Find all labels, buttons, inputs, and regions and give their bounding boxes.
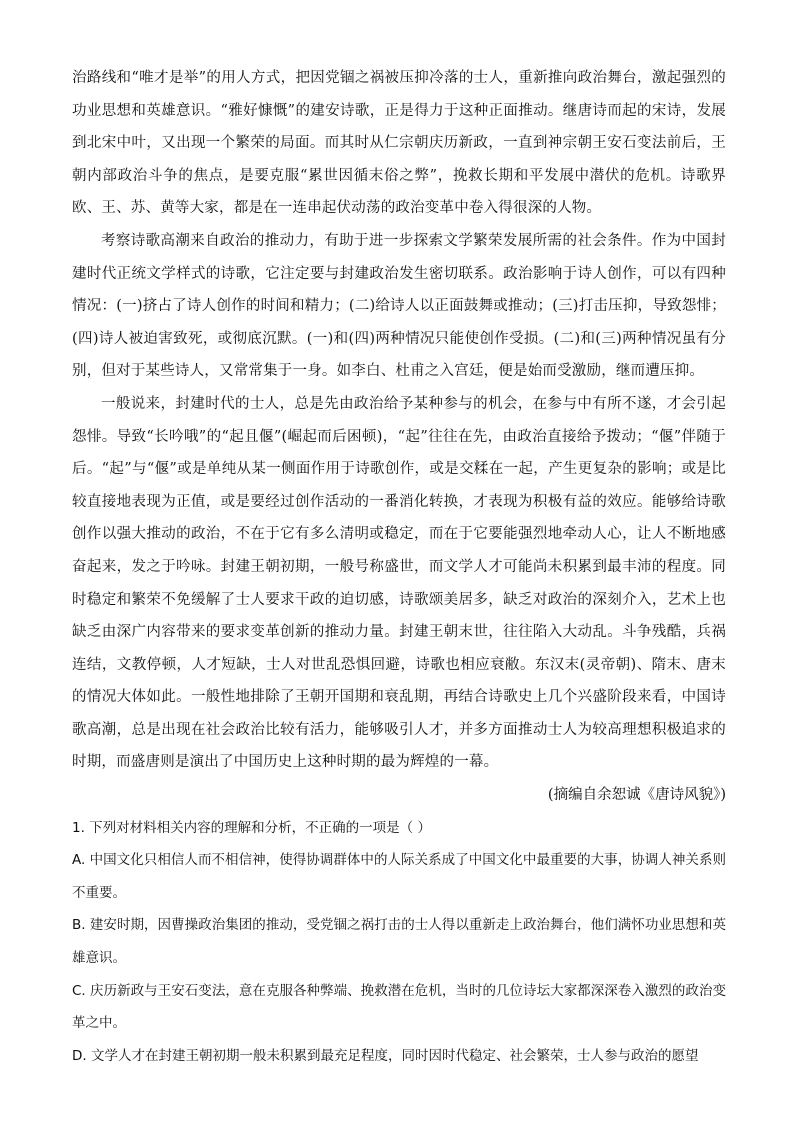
option-a: A. 中国文化只相信人而不相信神，使得协调群体中的人际关系成了中国文化中最重要的大事，协调人神关系则不重要。 bbox=[72, 852, 726, 901]
option-b: B. 建安时期，因曹操政治集团的推动，受党锢之祸打击的士人得以重新走上政治舞台，他们满怀功业思想和英雄意识。 bbox=[72, 917, 726, 967]
option-c: C. 庆历新政与王安石变法，意在克服各种弊端、挽救潜在危机，当时的几位诗坛大家都深深卷入激烈的政治变革之中。 bbox=[72, 982, 726, 1032]
passage-source: (摘编自余恕诚《唐诗风貌》) bbox=[547, 787, 726, 804]
question-stem: 1. 下列对材料相关内容的理解和分析，不正确的一项是（ ） bbox=[72, 819, 431, 836]
passage-paragraph: 治路线和“唯才是举”的用人方式，把因党锢之祸被压抑冷落的士人，重新推向政治舞台，激起强烈的功业思想和英雄意识。“雅好慷慨”的建安诗歌，正是得力于这种正面推动。继唐诗而起的宋诗，发展到北宋中叶，又出现一个繁荣的局面。而其时从仁宗朝庆历新政，一直到神宗朝王安石变法前后，王朝内部政治斗争的焦点，是要克服“累世因循末俗之弊”，挽救长期和平发展中潜伏的危机。诗歌界欧、王、苏、黄等大家，都是在一连串起伏动荡的政治变革中卷入得很深的人物。 bbox=[72, 70, 726, 217]
option-d: D. 文学人才在封建王朝初期一般未积累到最充足程度，同时因时代稳定、社会繁荣，士人参与政治的愿望 bbox=[72, 1047, 699, 1064]
exam-page bbox=[72, 62, 726, 1072]
passage-paragraph: 一般说来，封建时代的士人，总是先由政治给予某种参与的机会，在参与中有所不遂，才会引起怨悱。导致“长吟哦”的“起且偃”(崛起而后困顿)，“起”往往在先，由政治直接给予拨动；“偃”伴随于后。“起”与“偃”或是单纯从某一侧面作用于诗歌创作，或是交糅在一起，产生更复杂的影响；或是比较直接地表现为正值，或是要经过创作活动的一番消化转换，才表现为积极有益的效应。能够给诗歌创作以强大推动的政治，不在于它有多么清明或稳定，而在于它要能强烈地牵动人心，让人不断地感奋起来，发之于吟咏。封建王朝初期，一般号称盛世，而文学人才可能尚未积累到最丰沛的程度。同时稳定和繁荣不免缓解了士人要求干政的迫切感，诗歌颂美居多，缺乏对政治的深刻介入，艺术上也缺乏由深广内容带来的要求变革创新的推动力量。封建王朝末世，往往陷入大动乱。斗争残酷，兵祸连结，文教停顿，人才短缺，士人对世乱恐惧回避，诗歌也相应衰敝。东汉末(灵帝朝)、隋末、唐末的情况大体如此。一般性地排除了王朝开国期和衰乱期，再结合诗歌史上几个兴盛阶段来看，中国诗歌高潮，总是出现在社会政治比较有活力，能够吸引人才，并多方面推动士人为较高理想积极追求的时期，而盛唐则是演出了中国历史上这种时期的最为辉煌的一幕。 bbox=[72, 395, 726, 771]
passage-paragraph: 考察诗歌高潮来自政治的推动力，有助于进一步探索文学繁荣发展所需的社会条件。作为中国封建时代正统文学样式的诗歌，它注定要与封建政治发生密切联系。政治影响于诗人创作，可以有四种情况：(一)挤占了诗人创作的时间和精力；(二)给诗人以正面鼓舞或推动；(三)打击压抑，导致怨悱；(四)诗人被迫害致死，或彻底沉默。(一)和(四)两种情况只能使创作受损。(二)和(三)两种情况虽有分别，但对于某些诗人，又常常集于一身。如李白、杜甫之入宫廷，便是始而受激励，继而遭压抑。 bbox=[72, 232, 726, 380]
